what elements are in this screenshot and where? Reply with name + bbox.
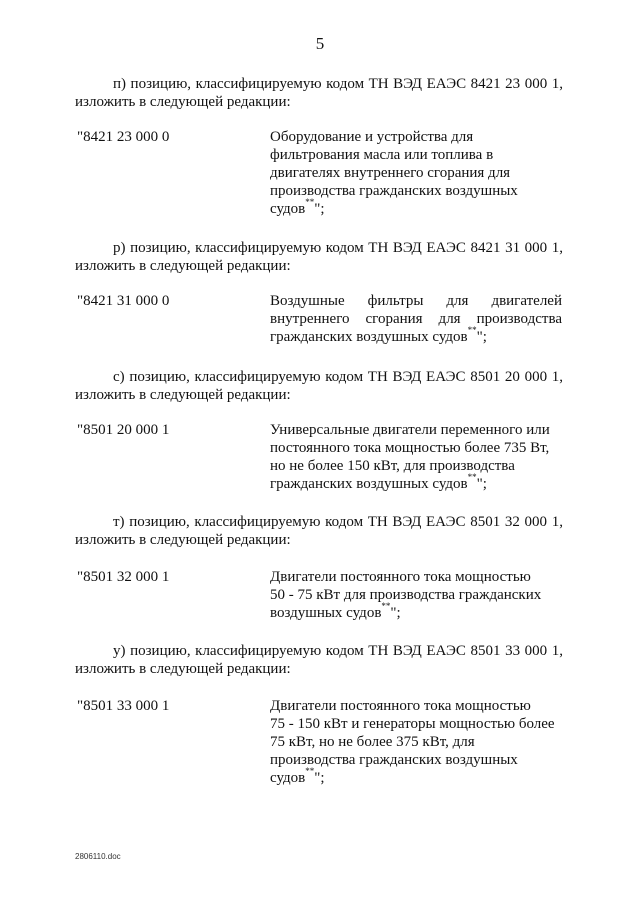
document-footer: 2806110.doc <box>75 852 121 861</box>
paragraph-r-line1: р) позицию, классифицируемую кодом ТН ВЭД ЕАЭС 8421 31 000 1, <box>113 240 563 256</box>
entry-desc-p <box>270 128 562 218</box>
paragraph-p-line1: п) позицию, классифицируемую кодом ТН ВЭД ЕАЭС 8421 23 000 1, <box>113 76 563 92</box>
page-number: 5 <box>315 34 325 53</box>
paragraph-p <box>75 75 563 111</box>
paragraph-u-line2: изложить в следующей редакции: <box>75 661 291 677</box>
paragraph-u-line1: у) позицию, классифицируемую кодом ТН ВЭД ЕАЭС 8501 33 000 1, <box>113 643 563 659</box>
footnote-mark: ** <box>467 325 477 335</box>
closing-quote: "; <box>390 605 401 621</box>
paragraph-t-line2: изложить в следующей редакции: <box>75 532 291 548</box>
entry-desc-s-line: Универсальные двигатели переменного или <box>270 422 550 438</box>
paragraph-p-line2: изложить в следующей редакции: <box>75 94 291 110</box>
entry-desc-t-line: 50 - 75 кВт для производства гражданских <box>270 587 542 603</box>
entry-desc-s-last: гражданских воздушных судов <box>270 476 468 492</box>
footnote-mark: ** <box>381 601 391 611</box>
paragraph-u <box>75 642 563 678</box>
footnote-mark: ** <box>467 472 477 482</box>
entry-desc-p-line: двигателях внутреннего сгорания для <box>270 165 511 181</box>
entry-desc-t <box>270 568 562 622</box>
paragraph-s <box>75 368 563 404</box>
entry-desc-p-last: судов <box>270 201 306 217</box>
paragraph-r-line2: изложить в следующей редакции: <box>75 258 291 274</box>
entry-desc-r <box>270 292 562 346</box>
entry-code-s: "8501 20 000 1 <box>77 422 170 438</box>
entry-desc-u-line: Двигатели постоянного тока мощностью <box>270 698 531 714</box>
closing-quote: "; <box>476 329 487 345</box>
entry-desc-r-line: Воздушные фильтры для двигателей <box>270 293 562 309</box>
entry-desc-u-last: судов <box>270 770 306 786</box>
entry-desc-u-line: производства гражданских воздушных <box>270 752 518 768</box>
paragraph-s-line1: с) позицию, классифицируемую кодом ТН ВЭД ЕАЭС 8501 20 000 1, <box>113 369 563 385</box>
entry-desc-u <box>270 697 562 787</box>
entry-code-t: "8501 32 000 1 <box>77 569 170 585</box>
paragraph-r <box>75 239 563 275</box>
footnote-mark: ** <box>305 197 315 207</box>
entry-desc-p-line: фильтрования масла или топлива в <box>270 147 494 163</box>
paragraph-s-line2: изложить в следующей редакции: <box>75 387 291 403</box>
entry-desc-u-line: 75 кВт, но не более 375 кВт, для <box>270 734 475 750</box>
entry-desc-s-line: но не более 150 кВт, для производства <box>270 458 515 474</box>
entry-desc-p-line: Оборудование и устройства для <box>270 129 474 145</box>
closing-quote: "; <box>314 770 325 786</box>
entry-desc-r-line: внутреннего сгорания для производства <box>270 311 562 327</box>
paragraph-t <box>75 513 563 549</box>
entry-desc-s <box>270 421 562 493</box>
closing-quote: "; <box>314 201 325 217</box>
entry-code-p: "8421 23 000 0 <box>77 129 170 145</box>
entry-code-u: "8501 33 000 1 <box>77 698 170 714</box>
entry-desc-p-line: производства гражданских воздушных <box>270 183 518 199</box>
footnote-mark: ** <box>305 766 315 776</box>
paragraph-t-line1: т) позицию, классифицируемую кодом ТН ВЭД ЕАЭС 8501 32 000 1, <box>113 514 563 530</box>
entry-desc-r-last: гражданских воздушных судов <box>270 329 468 345</box>
closing-quote: "; <box>476 476 487 492</box>
entry-desc-t-last: воздушных судов <box>270 605 382 621</box>
entry-desc-u-line: 75 - 150 кВт и генераторы мощностью более <box>270 716 555 732</box>
entry-desc-s-line: постоянного тока мощностью более 735 Вт, <box>270 440 550 456</box>
entry-code-r: "8421 31 000 0 <box>77 293 170 309</box>
entry-desc-t-line: Двигатели постоянного тока мощностью <box>270 569 531 585</box>
